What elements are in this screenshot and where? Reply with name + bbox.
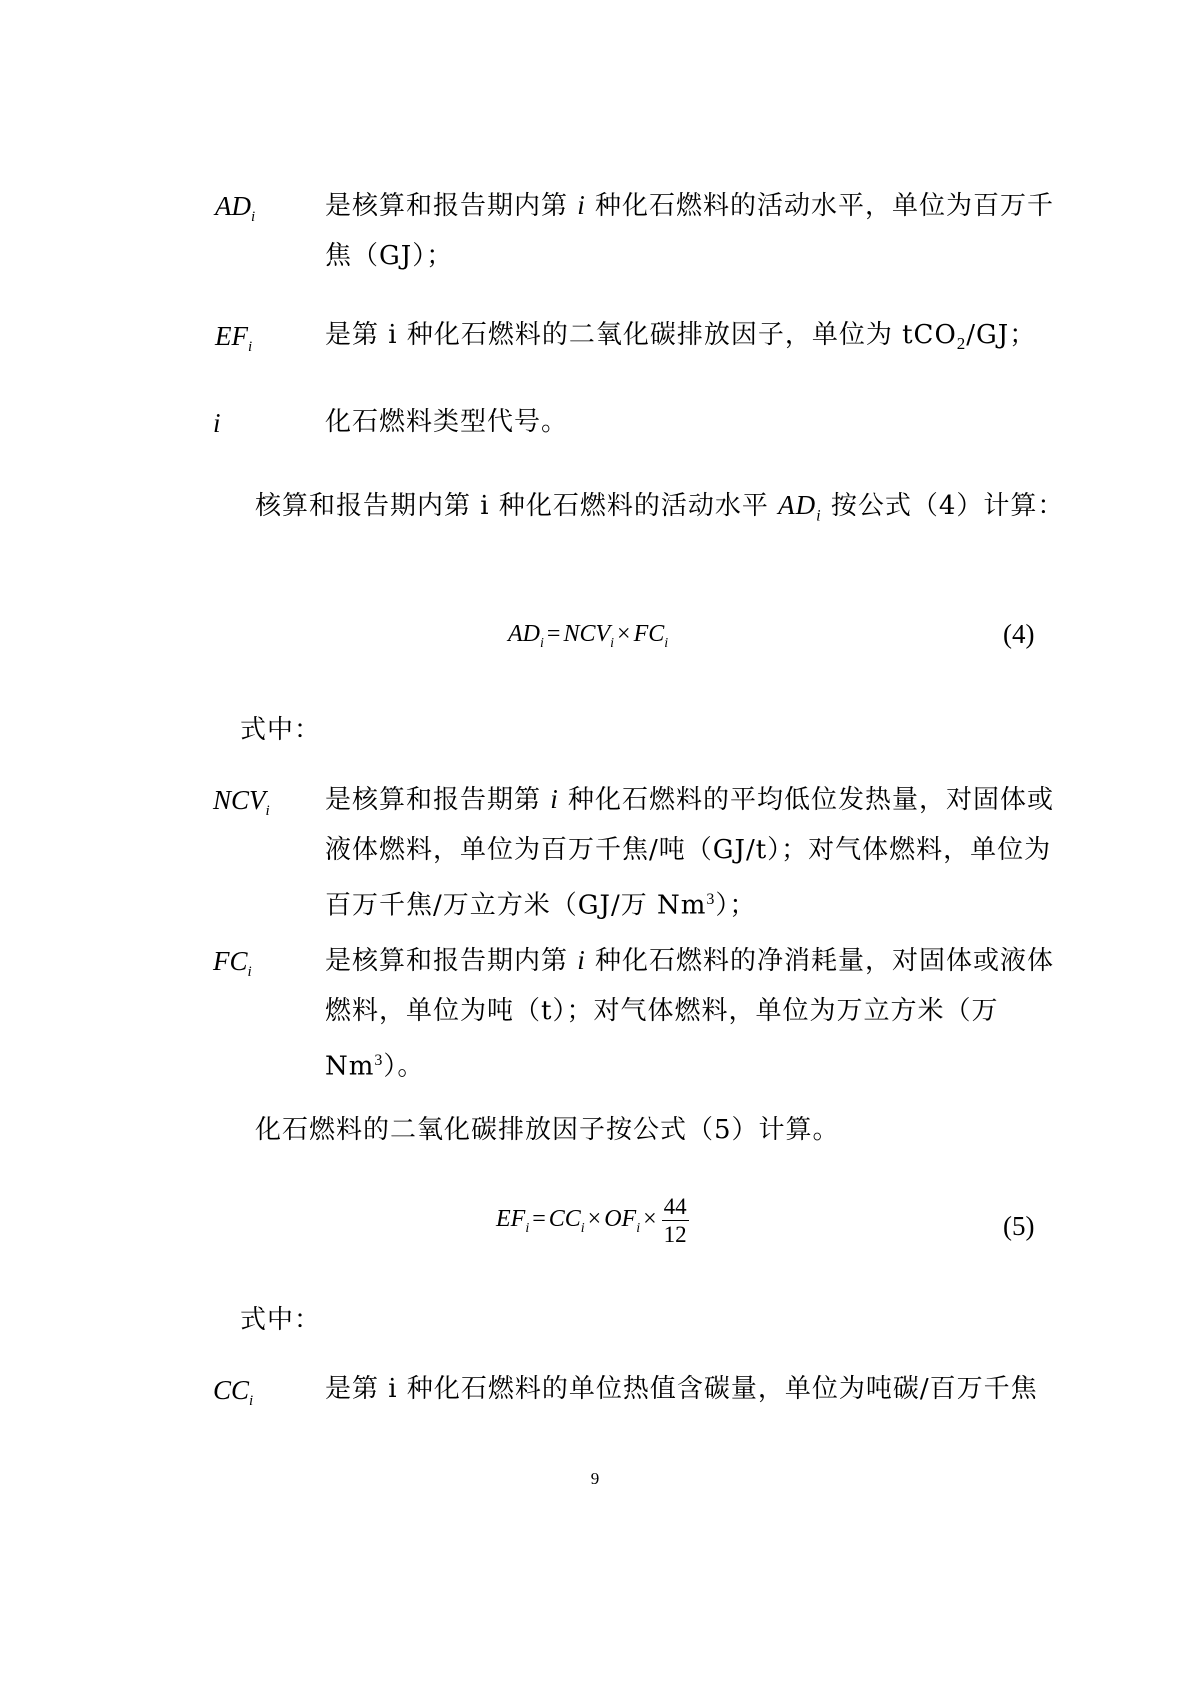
symbol-ncv-i: $NCV_i$ <box>213 785 270 819</box>
equation-number-5: (5) <box>1003 1211 1035 1241</box>
paragraph-emission-factor: 化石燃料的二氧化碳排放因子按公式（5）计算。 <box>255 1115 840 1145</box>
definition-fc-i: 是核算和报告期内第 i 种化石燃料的净消耗量，对固体或液体燃料，单位为吨（t）；对气体燃料，单位为万立方米（万Nm$^3$）。 <box>325 945 1055 1082</box>
symbol-fc-i: $FC_i$ <box>213 946 252 980</box>
paragraph-activity-level: 核算和报告期内第 i 种化石燃料的活动水平 $AD_i$ 按公式（4）计算： <box>255 490 1065 525</box>
symbol-i: i <box>213 408 221 438</box>
symbol-ef-i: $EF_i$ <box>215 321 253 355</box>
definition-i: 化石燃料类型代号。 <box>325 407 569 437</box>
definition-ncv-i: 是核算和报告期第 i 种化石燃料的平均低位发热量，对固体或液体燃料，单位为百万千焦/吨（GJ/t）；对气体燃料，单位为百万千焦/万立方米（GJ/万 Nm$^3$）； <box>325 784 1055 921</box>
definition-ef-i: 是第 i 种化石燃料的二氧化碳排放因子，单位为 tCO$_2$/GJ； <box>325 320 1037 354</box>
formula-5: $EF_i = CC_i \times OF_i$ × $\frac{44}{12}$ <box>496 1194 687 1247</box>
page-number: 9 <box>590 1469 600 1488</box>
formula-4: $AD_i = NCV_i \times FC_i$ <box>508 621 669 651</box>
symbol-cc-i: $CC_i$ <box>213 1375 254 1409</box>
fraction-44-12: $\frac{44}{12}$ <box>663 1194 687 1247</box>
where-label-2: 式中： <box>240 1305 322 1335</box>
definition-ad-i: 是核算和报告期内第 i 种化石燃料的活动水平，单位为百万千焦（GJ）； <box>325 190 1055 271</box>
definition-cc-i: 是第 i 种化石燃料的单位热值含碳量，单位为吨碳/百万千焦 <box>325 1374 1038 1404</box>
symbol-ad-i: $AD_i$ <box>215 191 256 225</box>
where-label-1: 式中： <box>240 715 322 745</box>
equation-number-4: (4) <box>1003 619 1035 649</box>
